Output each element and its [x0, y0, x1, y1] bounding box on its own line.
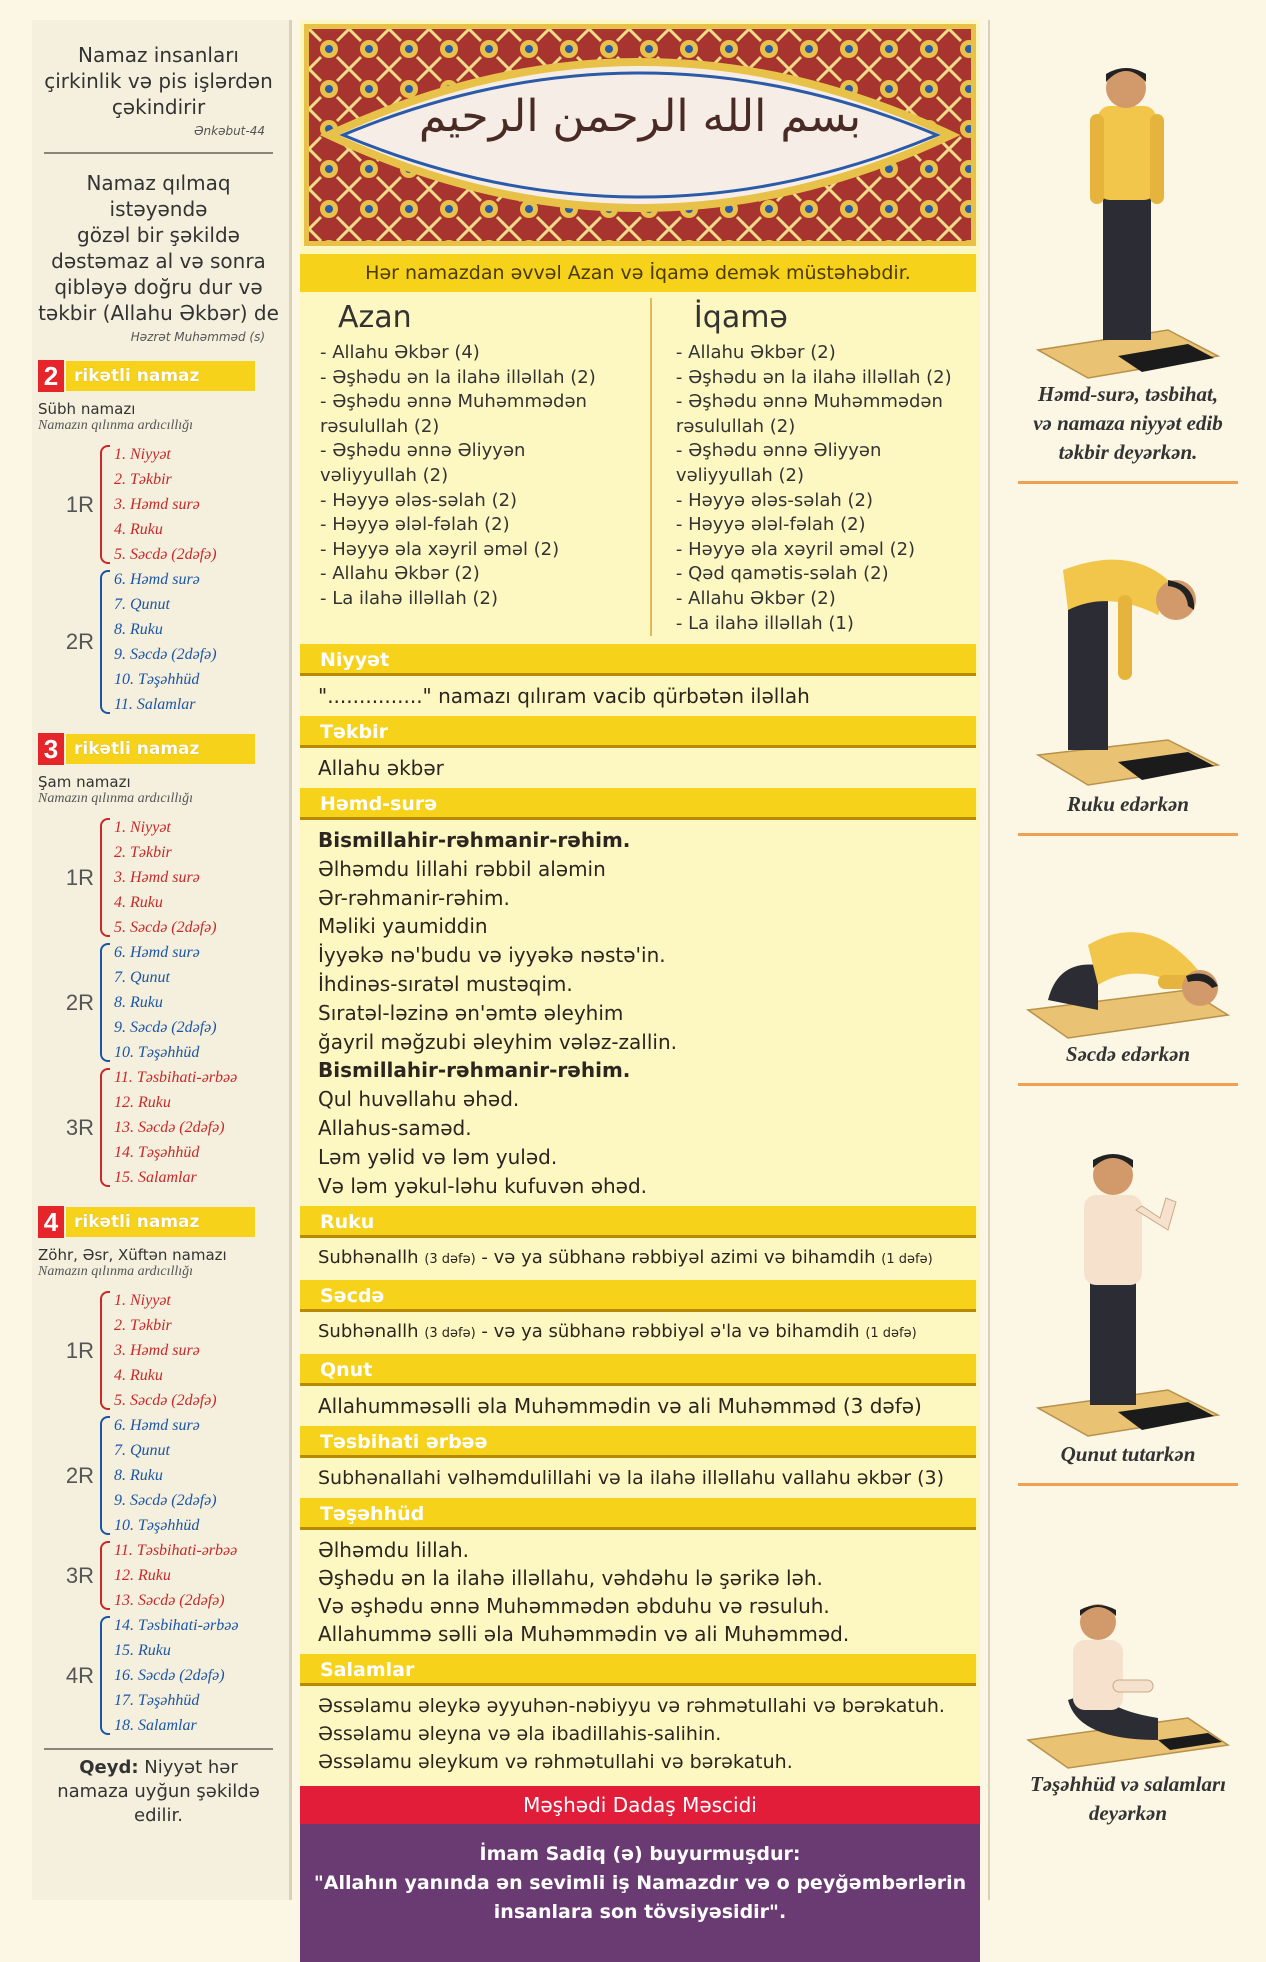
brace-icon	[100, 1291, 110, 1410]
list-item: - La ilahə illəllah (2)	[320, 587, 498, 609]
rakat-step: 7. Qunut	[114, 596, 170, 613]
section-subtitle: Zöhr, Əsr, Xüftən namazı	[38, 1246, 227, 1264]
list-item: - Əşhədu ənnə Əliyyən	[675, 440, 882, 462]
rakat-step-list	[114, 815, 217, 940]
list-item: - Həyyə ələs-səlah (2)	[675, 489, 873, 511]
tekbir-header: Təkbir	[300, 716, 976, 748]
section-label: rikətli namaz	[66, 734, 255, 764]
hemd-text	[300, 820, 980, 1206]
section-number: 2	[38, 360, 64, 392]
pose-qunut	[990, 1140, 1266, 1486]
brace-icon	[100, 570, 110, 714]
rakat-step: 13. Səcdə (2dəfə)	[114, 1119, 225, 1136]
text-line: Ər-rəhmanir-rəhim.	[318, 885, 510, 910]
section-header-4	[38, 1206, 279, 1238]
rakat-step: 3. Həmd surə	[114, 869, 200, 886]
rakat-step: 3. Həmd surə	[114, 496, 200, 513]
divider	[1018, 1483, 1238, 1486]
rakat-step: 8. Ruku	[114, 1467, 163, 1484]
text-line: Və əşhədu ənnə Muhəmmədən əbduhu və rəsuluh.	[318, 1594, 830, 1619]
rakat-step-list	[114, 1065, 237, 1190]
pose-bowing	[990, 540, 1266, 836]
sitting-figure-icon	[1018, 1600, 1238, 1770]
rakat-step: 12. Ruku	[114, 1567, 171, 1584]
rakat-group	[62, 1288, 279, 1413]
rakat-step: 3. Həmd surə	[114, 1342, 200, 1359]
ornamental-banner	[304, 24, 976, 246]
teshehhud-header: Təşəhhüd	[300, 1498, 976, 1530]
text-line: İhdinəs-sıratəl mustəqim.	[318, 971, 573, 996]
bowing-figure-icon	[1018, 540, 1238, 790]
secde-text: Subhənallh (3 dəfə) - və ya sübhanə rəbbiyəl ə'la və bihamdih (1 dəfə)	[318, 1321, 917, 1343]
rakat-step: 10. Təşəhhüd	[114, 671, 200, 688]
list-item: rəsulullah (2)	[320, 415, 440, 437]
rakat-step: 11. Təsbihati-ərbəə	[114, 1069, 238, 1086]
list-item: - Allahu Əkbər (2)	[675, 587, 836, 609]
section-header-2	[38, 360, 279, 392]
brace-icon	[100, 1541, 110, 1610]
list-item: - Allahu Əkbər (2)	[320, 563, 480, 585]
text-line: Sıratəl-ləzinə ən'əmtə əleyhim	[318, 1000, 624, 1025]
quote-ankabut: Namaz insanları çirkinlik və pis işlərdən çəkindirir	[44, 43, 273, 119]
text-line: Allahummə səlli əla Muhəmmədin və ali Muhəmməd.	[318, 1622, 850, 1647]
list-item: - Həyyə əla xəyril əməl (2)	[675, 538, 916, 560]
list-item: - Həyyə əla xəyril əməl (2)	[320, 538, 560, 560]
list-item: - Əşhədu ənnə Əliyyən	[320, 440, 526, 462]
rakat-label: 1R	[65, 864, 94, 890]
rakat-step-list	[114, 442, 217, 567]
rakat-step: 12. Ruku	[114, 1094, 171, 1111]
imam-quote: İmam Sadiq (ə) buyurmuşdur: "Allahın yanında ən sevimli iş Namazdır və o peyğəmbərlərin insanlara son tövsiyəsidir".	[300, 1824, 980, 1962]
rakat-label: 2R	[65, 629, 94, 654]
rakat-step: 9. Səcdə (2dəfə)	[114, 646, 217, 663]
rakat-step: 9. Səcdə (2dəfə)	[114, 1019, 217, 1036]
list-item: rəsulullah (2)	[675, 415, 796, 437]
rakat-step-list	[114, 1613, 238, 1738]
list-item: - Həyyə ələl-fəlah (2)	[320, 514, 510, 536]
rakat-group	[62, 1613, 279, 1738]
rakat-step: 15. Salamlar	[114, 1169, 197, 1186]
qunut-figure-icon	[1018, 1140, 1238, 1440]
list-item: vəliyyullah (2)	[675, 464, 805, 486]
section-subtitle: Sübh namazı	[38, 400, 136, 418]
ruku-header: Ruku	[300, 1206, 976, 1238]
rakat-step: 5. Səcdə (2dəfə)	[114, 919, 217, 936]
tesbihat-header: Təsbihati ərbəə	[300, 1426, 976, 1458]
rakat-step: 16. Səcdə (2dəfə)	[114, 1667, 225, 1684]
qunut-header: Qnut	[300, 1354, 976, 1386]
brace-icon	[100, 1416, 110, 1535]
rakat-step: 7. Qunut	[114, 1442, 170, 1459]
teshehhud-text	[300, 1530, 980, 1654]
text-line: Əşhədu ən la ilahə illəllahu, vəhdəhu lə şərikə ləh.	[318, 1566, 823, 1591]
rakat-step-list	[114, 1288, 217, 1413]
text-line: Bismillahir-rəhmanir-rəhim.	[318, 828, 631, 852]
pose-sitting	[990, 1600, 1266, 1828]
rakat-step: 2. Təkbir	[114, 844, 172, 861]
section-note: Namazın qılınma ardıcıllığı	[38, 418, 194, 433]
caption-bowing: Ruku edərkən	[1067, 792, 1189, 816]
brace-icon	[100, 943, 110, 1062]
rakat-group	[62, 815, 279, 940]
azan-iqame-section	[300, 292, 980, 644]
salamlar-header: Salamlar	[300, 1654, 976, 1686]
text-line: Əlhəmdu lillahi rəbbil aləmin	[318, 856, 606, 881]
list-item: - Əşhədu ən la ilahə illəllah (2)	[675, 366, 952, 388]
niyyet-text: "..............." namazı qılıram vacib qürbətən iləllah	[318, 684, 810, 708]
rakat-label: 3R	[65, 1562, 94, 1588]
section-header-3	[38, 733, 279, 765]
rakat-step: 17. Təşəhhüd	[114, 1692, 200, 1709]
azan-iqame-header: Hər namazdan əvvəl Azan və İqamə demək müstəhəbdir.	[300, 254, 976, 292]
pose-standing	[990, 60, 1266, 484]
list-item: vəliyyullah (2)	[320, 464, 449, 486]
list-item: - Həyyə ələs-səlah (2)	[320, 489, 518, 511]
divider	[1018, 1083, 1238, 1086]
rakat-label: 4R	[65, 1662, 94, 1688]
rakat-step: 9. Səcdə (2dəfə)	[114, 1492, 217, 1509]
bismillah-calligraphy: بسم الله الرحمن الرحيم	[418, 91, 862, 142]
rakat-group	[62, 442, 279, 567]
pose-prostrating	[990, 890, 1266, 1086]
text-line: Bismillahir-rəhmanir-rəhim.	[318, 1058, 631, 1083]
divider	[1018, 833, 1238, 836]
azan-list	[320, 341, 650, 612]
rakat-label: 1R	[65, 491, 94, 517]
rakat-step: 6. Həmd surə	[114, 1417, 200, 1434]
azan-title: Azan	[338, 300, 412, 335]
text-line: İyyəkə nə'budu və iyyəkə nəstə'in.	[318, 943, 666, 968]
rakat-step: 14. Təşəhhüd	[114, 1144, 200, 1161]
text-line: Və ləm yəkul-ləhu kufuvən əhəd.	[318, 1173, 648, 1198]
caption-sitting: Təşəhhüd və salamları deyərkən	[1029, 1772, 1226, 1825]
text-line: Qul huvəllahu əhəd.	[318, 1087, 520, 1112]
rakat-step: 4. Ruku	[114, 521, 163, 538]
niyyet-header: Niyyət	[300, 644, 976, 676]
rakat-group	[62, 567, 279, 717]
rakat-label: 2R	[65, 989, 94, 1015]
text-line: Əssəlamu əleykə əyyuhən-nəbiyyu və rəhmətullahi və bərəkatuh.	[318, 1695, 945, 1718]
rakat-step: 10. Təşəhhüd	[114, 1044, 200, 1061]
rakat-step: 11. Təsbihati-ərbəə	[114, 1542, 238, 1559]
brace-icon	[100, 818, 110, 937]
section-number: 3	[38, 733, 64, 765]
rakat-label: 3R	[65, 1114, 94, 1140]
left-column	[32, 20, 292, 1900]
note-qeyd: Qeyd: Niyyət hər namaza uyğun şəkildə edilir.	[57, 1757, 260, 1826]
quote-source-prophet: Həzrət Muhəmməd (s)	[130, 330, 265, 344]
rakat-label: 1R	[65, 1337, 94, 1363]
quote-prophet: Namaz qılmaq istəyəndə gözəl bir şəkildə dəstəmaz al və sonra qibləyə doğru dur və təkbir (Allahu Əkbər) de	[38, 171, 279, 325]
rakat-step: 6. Həmd surə	[114, 944, 200, 961]
rakat-step: 2. Təkbir	[114, 1317, 172, 1334]
text-line: ğayril məğzubi əleyhim vələz-zallin.	[318, 1029, 677, 1054]
divider	[44, 1748, 273, 1750]
rakat-step-list	[114, 1413, 217, 1538]
rakat-step-list	[114, 940, 217, 1065]
list-item: - Allahu Əkbər (2)	[675, 342, 836, 363]
list-item: - Əşhədu ən la ilahə illəllah (2)	[320, 366, 596, 388]
caption-prostrating: Səcdə edərkən	[1065, 1042, 1191, 1066]
rakat-step: 13. Səcdə (2dəfə)	[114, 1592, 225, 1609]
azan-column	[320, 298, 650, 636]
right-column	[988, 20, 1264, 1900]
list-item: - Əşhədu ənnə Muhəmmədən	[675, 391, 943, 413]
center-column	[300, 20, 980, 1924]
tesbihat-text: Subhənallahi vəlhəmdulillahi və la ilahə illəllahu vallahu əkbər (3)	[318, 1467, 944, 1490]
section-label: rikətli namaz	[66, 1207, 255, 1237]
list-item: - La ilahə illəllah (1)	[675, 612, 854, 634]
rakat-step: 4. Ruku	[114, 1367, 163, 1384]
iqame-list	[676, 341, 980, 636]
prostrating-figure-icon	[1018, 890, 1238, 1040]
list-item: - Əşhədu ənnə Muhəmmədən	[320, 391, 587, 413]
rakat-step: 10. Təşəhhüd	[114, 1517, 200, 1534]
list-item: - Həyyə ələl-fəlah (2)	[675, 514, 866, 536]
rakat-sections	[38, 360, 279, 1738]
caption-qunut: Qunut tutarkən	[1060, 1442, 1196, 1466]
rakat-label: 2R	[65, 1462, 94, 1488]
hemd-header: Həmd-surə	[300, 788, 976, 820]
text-line: Allahus-saməd.	[318, 1115, 472, 1140]
rakat-step: 18. Salamlar	[114, 1717, 197, 1734]
rakat-step: 5. Səcdə (2dəfə)	[114, 546, 217, 563]
text-line: Ləm yəlid və ləm yuləd.	[318, 1144, 558, 1169]
divider	[1018, 481, 1238, 484]
rakat-step: 4. Ruku	[114, 894, 163, 911]
text-line: Əssəlamu əleyna və əla ibadillahis-salihin.	[318, 1723, 722, 1746]
salamlar-text	[300, 1686, 980, 1782]
brace-icon	[100, 445, 110, 564]
iqame-title: İqamə	[693, 300, 788, 335]
rakat-step: 8. Ruku	[114, 621, 163, 638]
rakat-step: 2. Təkbir	[114, 471, 172, 488]
text-line: Əlhəmdu lillah.	[318, 1538, 470, 1563]
caption-standing: Həmd-surə, təsbihat, və namaza niyyət edib təkbir deyərkən.	[1033, 382, 1223, 464]
qunut-text: Allahumməsəlli əla Muhəmmədin və ali Muhəmməd (3 dəfə)	[318, 1394, 922, 1419]
rakat-group	[62, 940, 279, 1065]
rakat-step: 15. Ruku	[114, 1642, 171, 1659]
rakat-step-list	[114, 1538, 237, 1613]
section-label: rikətli namaz	[66, 361, 255, 391]
ruku-text: Subhənallh (3 dəfə) - və ya sübhanə rəbbiyəl azimi və bihamdih (1 dəfə)	[318, 1247, 933, 1269]
list-item: - Qəd qamətis-səlah (2)	[675, 563, 889, 585]
text-line: Əssəlamu əleykum və rəhmətullahi və bərəkatuh.	[318, 1751, 793, 1774]
rakat-group	[62, 1538, 279, 1613]
rakat-group	[62, 1065, 279, 1190]
section-number: 4	[38, 1206, 64, 1238]
rakat-step: 1. Niyyət	[114, 819, 171, 836]
note-label: Qeyd:	[79, 1757, 139, 1778]
rakat-step-list	[114, 567, 217, 717]
brace-icon	[100, 1068, 110, 1187]
list-item: - Allahu Əkbər (4)	[320, 342, 480, 363]
divider	[44, 152, 273, 154]
section-note: Namazın qılınma ardıcıllığı	[38, 791, 194, 806]
rakat-step: 1. Niyyət	[114, 446, 171, 463]
brace-icon	[100, 1616, 110, 1735]
rakat-step: 7. Qunut	[114, 969, 170, 986]
rakat-step: 5. Səcdə (2dəfə)	[114, 1392, 217, 1409]
standing-figure-icon	[1018, 60, 1238, 380]
rakat-step: 6. Həmd surə	[114, 571, 200, 588]
rakat-step: 8. Ruku	[114, 994, 163, 1011]
tekbir-text: Allahu əkbər	[318, 756, 444, 780]
section-note: Namazın qılınma ardıcıllığı	[38, 1264, 194, 1279]
rakat-step: 14. Təsbihati-ərbəə	[114, 1617, 239, 1634]
rakat-step: 11. Salamlar	[114, 696, 196, 713]
quote-source-ankabut: Ənkəbut-44	[194, 124, 265, 138]
masjid-name: Məşhədi Dadaş Məscidi	[300, 1786, 980, 1824]
rakat-group	[62, 1413, 279, 1538]
secde-header: Səcdə	[300, 1280, 976, 1312]
section-subtitle: Şam namazı	[38, 773, 131, 791]
rakat-step: 1. Niyyət	[114, 1292, 171, 1309]
text-line: Məliki yaumiddin	[318, 914, 488, 939]
iqame-column	[650, 298, 980, 636]
